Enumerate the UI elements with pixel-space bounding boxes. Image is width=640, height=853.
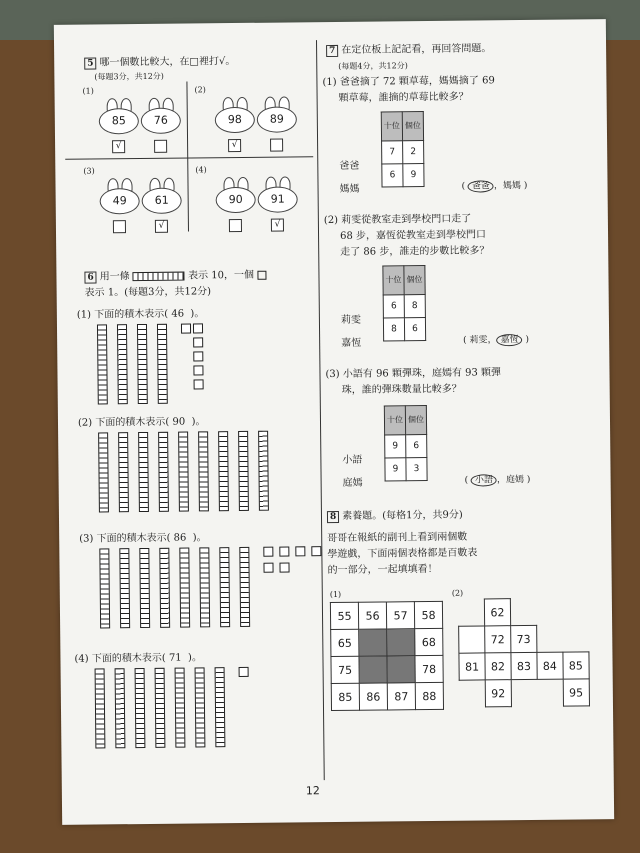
q7-item2-label: (2) [323, 214, 339, 227]
q6-item3-close: )。 [192, 532, 207, 544]
shaded-cell [359, 656, 387, 683]
checkbox-89[interactable] [270, 139, 283, 152]
q6-intro-line1 [84, 269, 266, 284]
ten-rod [99, 548, 110, 628]
ten-rod [95, 668, 106, 748]
number-cell[interactable]: 56 [358, 602, 386, 629]
checkbox-85[interactable]: √ [112, 140, 125, 153]
unit-cube [239, 667, 249, 677]
ten-rod [238, 431, 249, 511]
ten-rod [97, 324, 108, 404]
ten-rod [219, 547, 230, 627]
ten-rod [179, 548, 190, 628]
q6-item3-label: (3) [79, 533, 94, 545]
q6-item1-question [77, 307, 205, 321]
q6-item1-label: (1) [76, 309, 92, 321]
hundred-chart-part-2 [458, 597, 613, 708]
ten-rod [239, 547, 250, 627]
q7-item1-choice-b[interactable]: 媽媽 [502, 181, 522, 192]
q6-item1-close: )。 [190, 308, 205, 320]
ten-rod [195, 667, 206, 747]
shaded-cell [387, 629, 415, 656]
bunny-card-61: 61 [141, 178, 181, 212]
q7-item2-row2-name: 嘉恆 [341, 337, 362, 349]
q7-item1-line2: 顆草莓，誰摘的草莓比較多？ [338, 91, 469, 104]
shaded-cell [387, 656, 415, 683]
column-divider [316, 40, 325, 780]
q7-item3-row1-name: 小語 [342, 454, 363, 466]
q7-item1-row2-name: 媽媽 [339, 183, 360, 195]
q8-grid2-label: (2) [451, 588, 464, 598]
q7-item3-label: (3) [325, 368, 340, 381]
q7-item1-row1-name: 爸爸 [339, 160, 360, 172]
bunny-card-49: 49 [99, 178, 139, 212]
q7-item2-choice-a[interactable]: 莉雯 [469, 335, 488, 346]
empty-space [562, 625, 588, 652]
q7-item3-line2: 珠，誰的彈珠數量比較多？ [341, 383, 462, 396]
q7-item2-line3: 走了 86 步，誰走的步數比較多？ [340, 245, 490, 258]
unit-cube [181, 323, 191, 333]
q7-item2-place-value-table [382, 265, 426, 341]
q6-item4-answer: 71 [168, 652, 182, 664]
q5-grid-hline [65, 156, 313, 160]
bunny-card-98: 98 [215, 97, 255, 131]
ten-rod [119, 548, 130, 628]
q5-title [84, 55, 235, 70]
tens-header: 十位 [384, 406, 405, 435]
cell-tens[interactable]: 9 [385, 458, 406, 481]
q6-item4-close: )。 [187, 652, 202, 664]
q7-title-text: 在定位板上記記看，再回答問題。 [341, 43, 492, 56]
number-cell[interactable]: 85 [331, 683, 359, 710]
ten-rod [118, 432, 129, 512]
q8-number: 8 [327, 511, 339, 523]
q7-item3-line1 [325, 366, 501, 381]
q7-item1-choice-a[interactable]: 爸爸 [468, 180, 494, 192]
empty-space [589, 679, 613, 706]
number-cell[interactable]: 58 [414, 601, 442, 628]
ten-rod [178, 432, 189, 512]
q7-item3-row2-name: 庭嫣 [342, 477, 363, 489]
empty-space [510, 598, 536, 625]
worksheet-page [54, 19, 614, 825]
empty-space [537, 679, 563, 706]
bunny-card-89: 89 [257, 96, 297, 130]
q6-item2-close: )。 [191, 416, 206, 428]
cell-ones[interactable]: 2 [403, 141, 424, 164]
bunny-card-76: 76 [141, 98, 181, 132]
q6-intro-part2: 表示 10，一個 [188, 269, 255, 282]
number-cell[interactable]: 73 [511, 625, 537, 652]
ten-rod-icon [133, 272, 185, 282]
empty-space [459, 680, 485, 707]
q7-item2-row1-name: 莉雯 [340, 314, 361, 326]
q6-item2-question [78, 415, 206, 429]
unit-cube [193, 365, 203, 375]
ones-header: 個位 [405, 406, 426, 435]
q6-intro-line2: 表示 1。(每題3分，共12分) [84, 286, 212, 299]
q7-item2-line1 [324, 213, 471, 228]
q7-item2-answer: ( 莉雯， 嘉恆 ) [463, 334, 530, 346]
number-cell[interactable]: 85 [563, 652, 589, 679]
empty-space [588, 625, 612, 652]
q8-title-text: 素養題。(每格1分，共9分) [342, 509, 463, 522]
cell-ones[interactable]: 8 [404, 295, 425, 318]
checkbox-76[interactable] [154, 140, 167, 153]
cell-ones[interactable]: 6 [406, 435, 427, 458]
q7-item2-choice-b[interactable]: 嘉恆 [496, 334, 522, 346]
q5-pair1-label: (1) [82, 86, 94, 96]
unit-cube [193, 323, 203, 333]
unit-cube [279, 562, 289, 572]
q7-item2-line2: 68 步，嘉恆從教室走到學校門口 [339, 229, 487, 242]
q6-item2-text: 下面的積木表示( [95, 416, 170, 429]
q5-title-text: 哪一個數比較大，在□裡打√。 [99, 56, 236, 69]
ten-rod [198, 431, 209, 511]
empty-space [588, 598, 612, 625]
q7-item3-text1: 小語有 96 顆彈珠，庭嫣有 93 顆彈 [342, 367, 502, 380]
empty-space [562, 598, 588, 625]
empty-space [536, 598, 562, 625]
empty-space [511, 679, 537, 706]
hundred-chart-part-1 [330, 601, 444, 711]
q7-item1-answer: ( 爸爸 ，媽媽 ) [461, 180, 528, 192]
unit-cube [311, 546, 321, 556]
q8-title [327, 509, 463, 523]
number-cell[interactable]: 68 [415, 628, 443, 655]
q6-item4-question [74, 651, 202, 665]
q7-item3-answer: ( 小語 ，庭嫣 ) [464, 474, 531, 486]
unit-cube [279, 546, 289, 556]
q7-item1-line1 [322, 74, 494, 89]
unit-cube [263, 563, 273, 573]
checkbox-49[interactable] [113, 220, 126, 233]
cell-tens[interactable]: 6 [382, 164, 403, 187]
ten-rod [175, 668, 186, 748]
q6-item3-question [79, 531, 207, 545]
q5-number: 5 [84, 57, 96, 69]
q6-item3-text: 下面的積木表示( [96, 532, 171, 545]
q7-item1-label: (1) [322, 76, 337, 89]
ten-rod [138, 432, 149, 512]
ten-rod [258, 431, 269, 511]
q6-item2-answer: 90 [172, 416, 186, 428]
q5-pair4-label: (4) [195, 165, 207, 175]
bunny-card-85: 85 [99, 98, 139, 132]
number-cell[interactable]: 55 [330, 602, 358, 629]
q7-item2-text1: 莉雯從教室走到學校門口走了 [341, 213, 472, 226]
q7-item3-place-value-table [384, 405, 428, 481]
tens-header: 十位 [381, 112, 402, 141]
cell-tens[interactable]: 8 [383, 318, 404, 341]
number-cell[interactable]: 92 [485, 680, 511, 707]
q6-intro-part1: 用一條 [99, 271, 130, 283]
ten-rod [115, 668, 126, 748]
ten-rod [157, 324, 168, 404]
q7-item3-choice-a[interactable]: 小語 [471, 474, 497, 486]
unit-cube-icon [257, 271, 266, 280]
number-cell[interactable]: 87 [387, 683, 415, 710]
cell-tens[interactable]: 9 [385, 435, 406, 458]
number-cell[interactable]: 83 [511, 652, 537, 679]
number-cell[interactable]: 82 [485, 653, 511, 680]
cell-tens[interactable]: 6 [383, 295, 404, 318]
ten-rod [159, 548, 170, 628]
unit-cube [263, 547, 273, 557]
cell-tens[interactable]: 7 [382, 141, 403, 164]
q7-number: 7 [326, 45, 338, 57]
q8-line1: 哥哥在報紙的副刊上看到兩個數 [327, 531, 468, 545]
q7-item1-place-value-table [381, 111, 425, 187]
bunny-card-90: 90 [215, 177, 255, 211]
number-cell[interactable]: 81 [459, 653, 485, 680]
ten-rod [218, 431, 229, 511]
number-cell[interactable]: 57 [386, 602, 414, 629]
checkbox-91[interactable]: √ [271, 219, 284, 232]
q6-number: 6 [84, 271, 96, 283]
number-cell[interactable]: 62 [484, 599, 510, 626]
number-cell[interactable]: 78 [415, 655, 443, 682]
number-cell[interactable]: 95 [563, 679, 589, 706]
number-cell[interactable]: 86 [359, 683, 387, 710]
number-cell[interactable]: 88 [415, 682, 443, 709]
q7-scoring: (每題4分，共12分) [338, 61, 408, 71]
cell-ones[interactable]: 3 [406, 458, 427, 481]
ten-rod [117, 324, 128, 404]
q7-title [326, 42, 491, 57]
q7-item3-choice-b[interactable]: 庭嫣 [505, 475, 525, 486]
checkbox-98[interactable]: √ [228, 139, 241, 152]
ones-header: 個位 [404, 266, 425, 295]
q6-item1-text: 下面的積木表示( [94, 308, 169, 321]
unit-cube [295, 546, 305, 556]
shaded-cell [359, 629, 387, 656]
checkbox-90[interactable] [229, 219, 242, 232]
empty-space [458, 599, 484, 626]
unit-cube [193, 337, 203, 347]
ten-rod [155, 668, 166, 748]
ten-rod [98, 432, 109, 512]
ten-rod [135, 668, 146, 748]
q6-item1-answer: 46 [171, 308, 185, 320]
number-cell[interactable]: 72 [485, 626, 511, 653]
page-number: 12 [305, 784, 320, 798]
q5-pair2-label: (2) [194, 85, 206, 95]
q6-item2-label: (2) [77, 417, 93, 429]
q6-item4-text: 下面的積木表示( [91, 652, 166, 665]
cell-ones[interactable]: 9 [403, 164, 424, 187]
ten-rod [137, 324, 148, 404]
checkbox-61[interactable]: √ [155, 220, 168, 233]
ten-rod [158, 432, 169, 512]
empty-space [536, 625, 562, 652]
q8-line3: 的一部分，一起填填看！ [327, 563, 438, 577]
q8-grid1-label: (1) [329, 589, 342, 600]
number-cell[interactable]: 75 [331, 656, 359, 683]
number-cell[interactable]: 84 [537, 652, 563, 679]
ten-rod [215, 667, 226, 747]
unit-cube [193, 351, 203, 361]
ones-header: 個位 [402, 112, 423, 141]
q8-line2: 學遊戲，下面兩個表格都是百數表 [327, 547, 478, 561]
q6-item4-label: (4) [74, 653, 89, 665]
number-cell[interactable]: 65 [331, 629, 359, 656]
tens-header: 十位 [383, 266, 404, 295]
empty-space [589, 652, 613, 679]
q5-pair3-label: (3) [83, 166, 95, 176]
cell-ones[interactable]: 6 [404, 318, 425, 341]
unit-cube [194, 379, 204, 389]
answer-cell[interactable] [459, 626, 485, 653]
q7-item1-text1: 爸爸摘了 72 顆草莓，媽媽摘了 69 [339, 75, 495, 88]
ten-rod [139, 548, 150, 628]
bunny-card-91: 91 [257, 176, 297, 210]
q6-item3-answer: 86 [173, 532, 187, 544]
ten-rod [199, 547, 210, 627]
q5-scoring: (每題3分，共12分) [94, 71, 164, 82]
